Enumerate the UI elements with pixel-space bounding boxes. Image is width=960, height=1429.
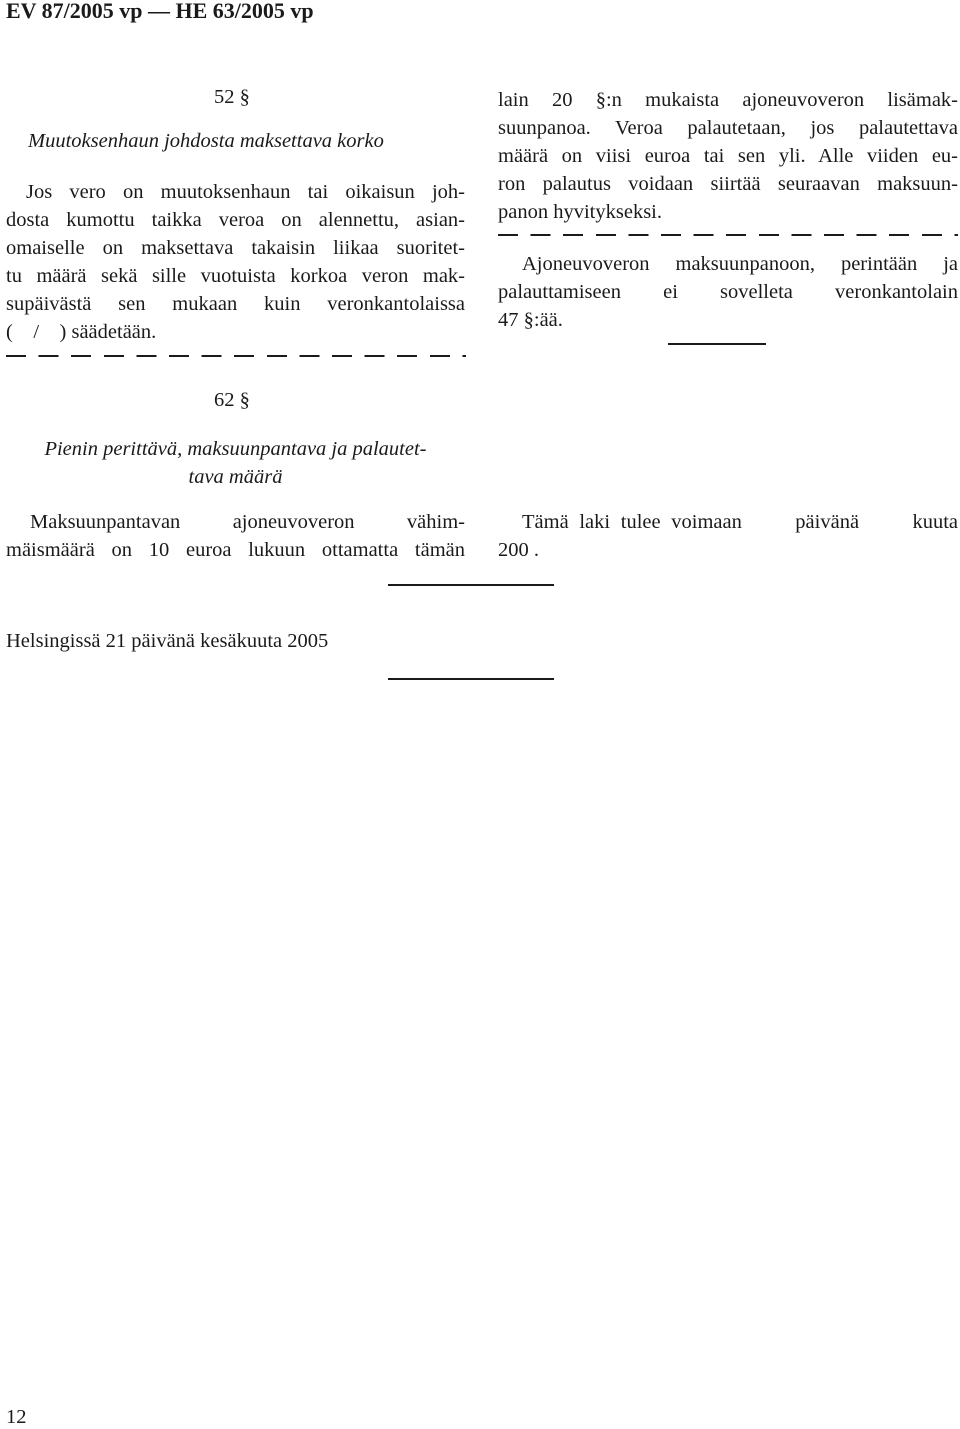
body-line: ron palautus voidaan siirtää seuraavan maksuun- <box>498 173 958 195</box>
body-line: mäismäärä on 10 euroa lukuun ottamatta tämän <box>6 539 465 561</box>
section-52-number: 52 § <box>214 86 250 108</box>
body-line: Jos vero on muutoksenhaun tai oikaisun joh- <box>26 181 465 203</box>
body-line: omaiselle on maksettava takaisin liikaa suoritet- <box>6 237 465 259</box>
omission-dash-line <box>498 234 958 236</box>
separator-rule <box>388 678 554 680</box>
section-52-heading: Muutoksenhaun johdosta maksettava korko <box>28 130 384 152</box>
body-line: suunpanoa. Veroa palautetaan, jos palautettava <box>498 117 958 139</box>
body-line: 47 §:ää. <box>498 309 563 331</box>
body-line: supäivästä sen mukaan kuin veronkantolaissa <box>6 293 465 315</box>
right-paragraph-1 <box>498 86 958 226</box>
separator-rule <box>388 584 554 586</box>
heading-line: Pienin perittävä, maksuunpantava ja palautet- <box>44 438 427 460</box>
section-62-heading <box>6 435 465 491</box>
body-line: dosta kumottu taikka veroa on alennettu, asian- <box>6 209 465 231</box>
body-line: ( / ) säädetään. <box>6 321 157 343</box>
entry-into-force <box>498 508 958 564</box>
body-line: palauttamiseen ei sovelleta veronkantolain <box>498 281 958 303</box>
section-end-rule <box>668 343 766 345</box>
section-52-body <box>6 178 465 346</box>
document-header: EV 87/2005 vp — HE 63/2005 vp <box>6 0 314 23</box>
omission-dash-line <box>6 355 466 357</box>
section-62-body <box>6 508 465 564</box>
right-paragraph-2 <box>498 250 958 334</box>
signature-place-date: Helsingissä 21 päivänä kesäkuuta 2005 <box>6 630 329 652</box>
body-line: Maksuunpantavan ajoneuvoveron vähim- <box>30 511 465 533</box>
heading-line: tava määrä <box>188 466 283 488</box>
body-line: Tämä laki tulee voimaan päivänä kuuta <box>522 511 958 533</box>
body-line: panon hyvitykseksi. <box>498 201 662 223</box>
page-number: 12 <box>6 1406 27 1428</box>
body-line: Ajoneuvoveron maksuunpanoon, perintään ja <box>522 253 958 275</box>
section-62-number: 62 § <box>214 389 250 411</box>
body-line: 200 . <box>498 539 539 561</box>
body-line: tu määrä sekä sille vuotuista korkoa veron mak- <box>6 265 465 287</box>
body-line: määrä on viisi euroa tai sen yli. Alle viiden eu- <box>498 145 958 167</box>
body-line: lain 20 §:n mukaista ajoneuvoveron lisämak- <box>498 89 958 111</box>
